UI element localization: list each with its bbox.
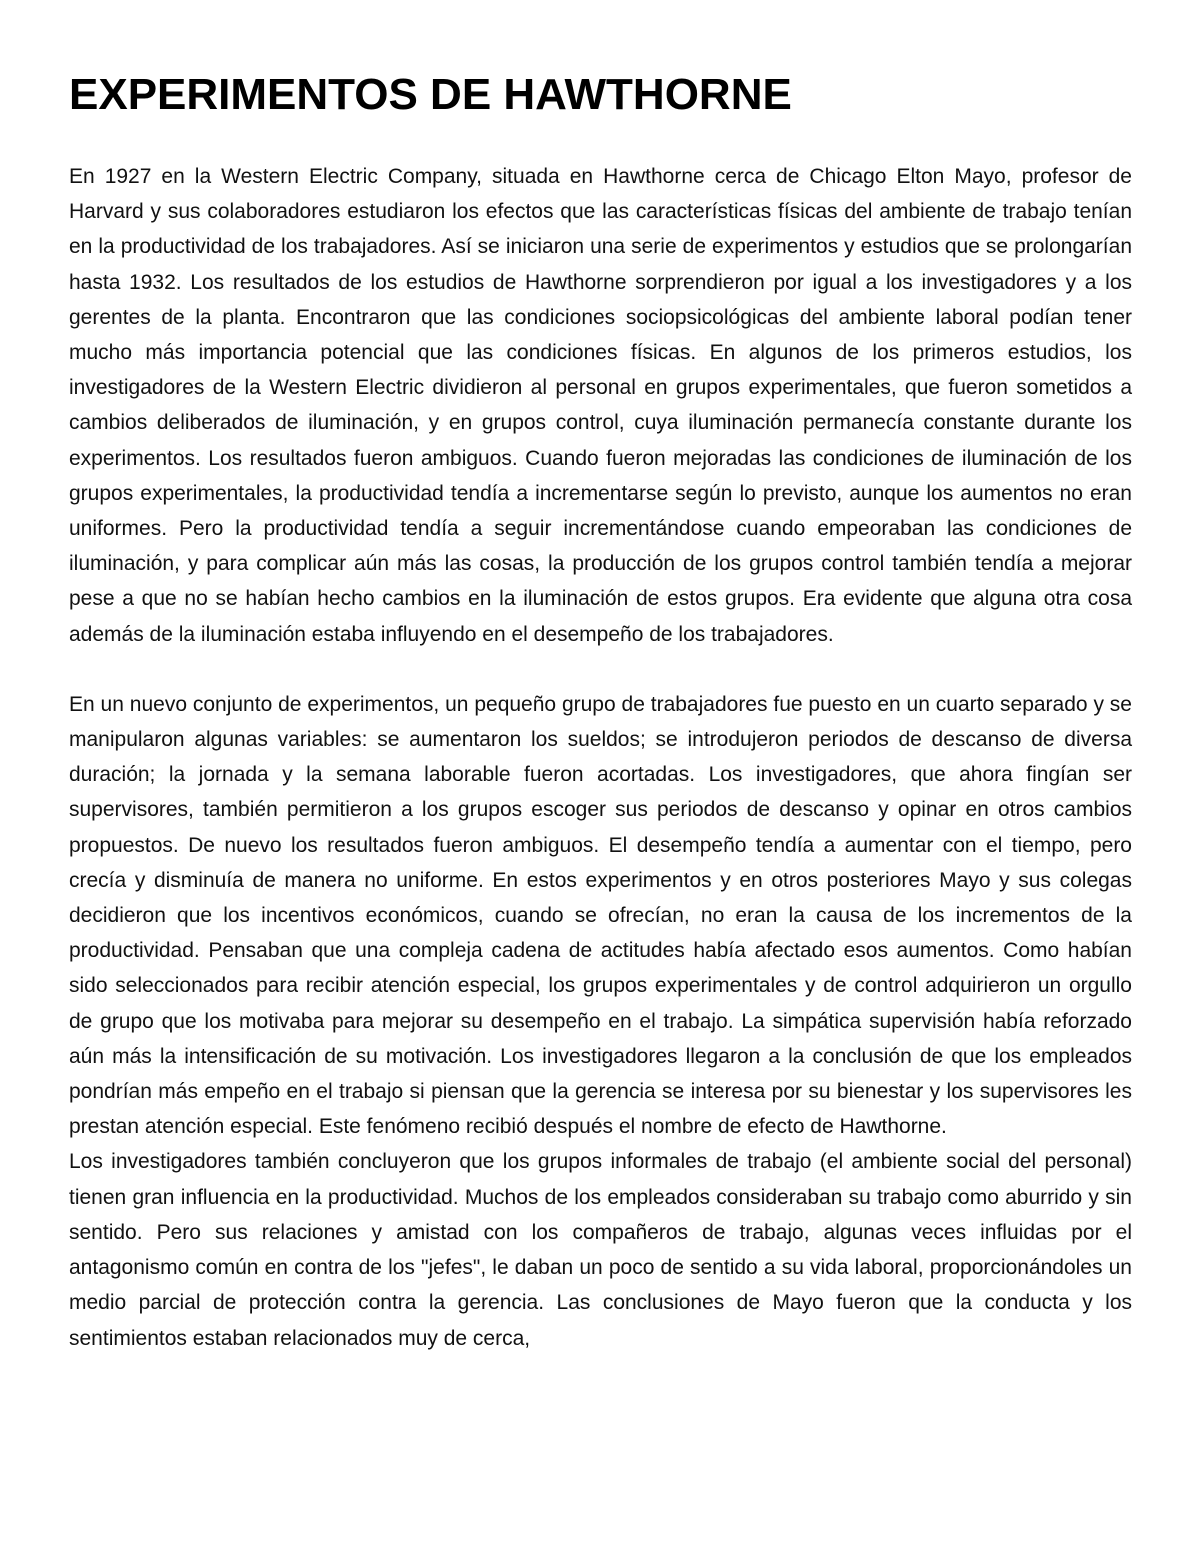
paragraph-1: En 1927 en la Western Electric Company, situada en Hawthorne cerca de Chicago Elton Mayo, profesor de Harvard y sus colaboradores estudiaron los efectos que las características físicas del ambiente de trabajo tenían en la productividad de los trabajadores. Así se iniciaron una serie de experimentos y estudios que se prolongarían hasta 1932. Los resultados de los estudios de Hawthorne sorprendieron por igual a los investigadores y a los gerentes de la planta. Encontraron que las condiciones sociopsicológicas del ambiente laboral podían tener mucho más importancia potencial que las condiciones físicas. En algunos de los primeros estudios, los investigadores de la Western Electric dividieron al personal en grupos experimentales, que fueron sometidos a cambios deliberados de iluminación, y en grupos control, cuya iluminación permanecía constante durante los experimentos. Los resultados fueron ambiguos. Cuando fueron mejoradas las condiciones de iluminación de los grupos experimentales, la productividad tendía a incrementarse según lo previsto, aunque los aumentos no eran uniformes. Pero la productividad tendía a seguir incrementándose cuando empeoraban las condiciones de iluminación, y para complicar aún más las cosas, la producción de los grupos control también tendía a mejorar pese a que no se habían hecho cambios en la iluminación de estos grupos. Era evidente que alguna otra cosa además de la iluminación estaba influyendo en el desempeño de los trabajadores. — [69, 165, 1132, 646]
document-title: EXPERIMENTOS DE HAWTHORNE — [69, 70, 792, 119]
paragraph-3: Los investigadores también concluyeron que los grupos informales de trabajo (el ambiente social del personal) tienen gran influencia en la productividad. Muchos de los empleados consideraban su trabajo como aburrido y sin sentido. Pero sus relaciones y amistad con los compañeros de trabajo, algunas veces influidas por el antagonismo común en contra de los "jefes", le daban un poco de sentido a su vida laboral, proporcionándoles un medio parcial de protección contra la gerencia. Las conclusiones de Mayo fueron que la conducta y los sentimientos estaban relacionados muy de cerca, — [69, 1150, 1132, 1350]
paragraph-2: En un nuevo conjunto de experimentos, un pequeño grupo de trabajadores fue puesto en un cuarto separado y se manipularon algunas variables: se aumentaron los sueldos; se introdujeron periodos de descanso de diversa duración; la jornada y la semana laborable fueron acortadas. Los investigadores, que ahora fingían ser supervisores, también permitieron a los grupos escoger sus periodos de descanso y opinar en otros cambios propuestos. De nuevo los resultados fueron ambiguos. El desempeño tendía a aumentar con el tiempo, pero crecía y disminuía de manera no uniforme. En estos experimentos y en otros posteriores Mayo y sus colegas decidieron que los incentivos económicos, cuando se ofrecían, no eran la causa de los incrementos de la productividad. Pensaban que una compleja cadena de actitudes había afectado esos aumentos. Como habían sido seleccionados para recibir atención especial, los grupos experimentales y de control adquirieron un orgullo de grupo que los motivaba para mejorar su desempeño en el trabajo. La simpática supervisión había reforzado aún más la intensificación de su motivación. Los investigadores llegaron a la conclusión de que los empleados pondrían más empeño en el trabajo si piensan que la gerencia se interesa por su bienestar y los supervisores les prestan atención especial. Este fenómeno recibió después el nombre de efecto de Hawthorne. — [69, 692, 1132, 1139]
document-page — [69, 68, 1132, 1356]
